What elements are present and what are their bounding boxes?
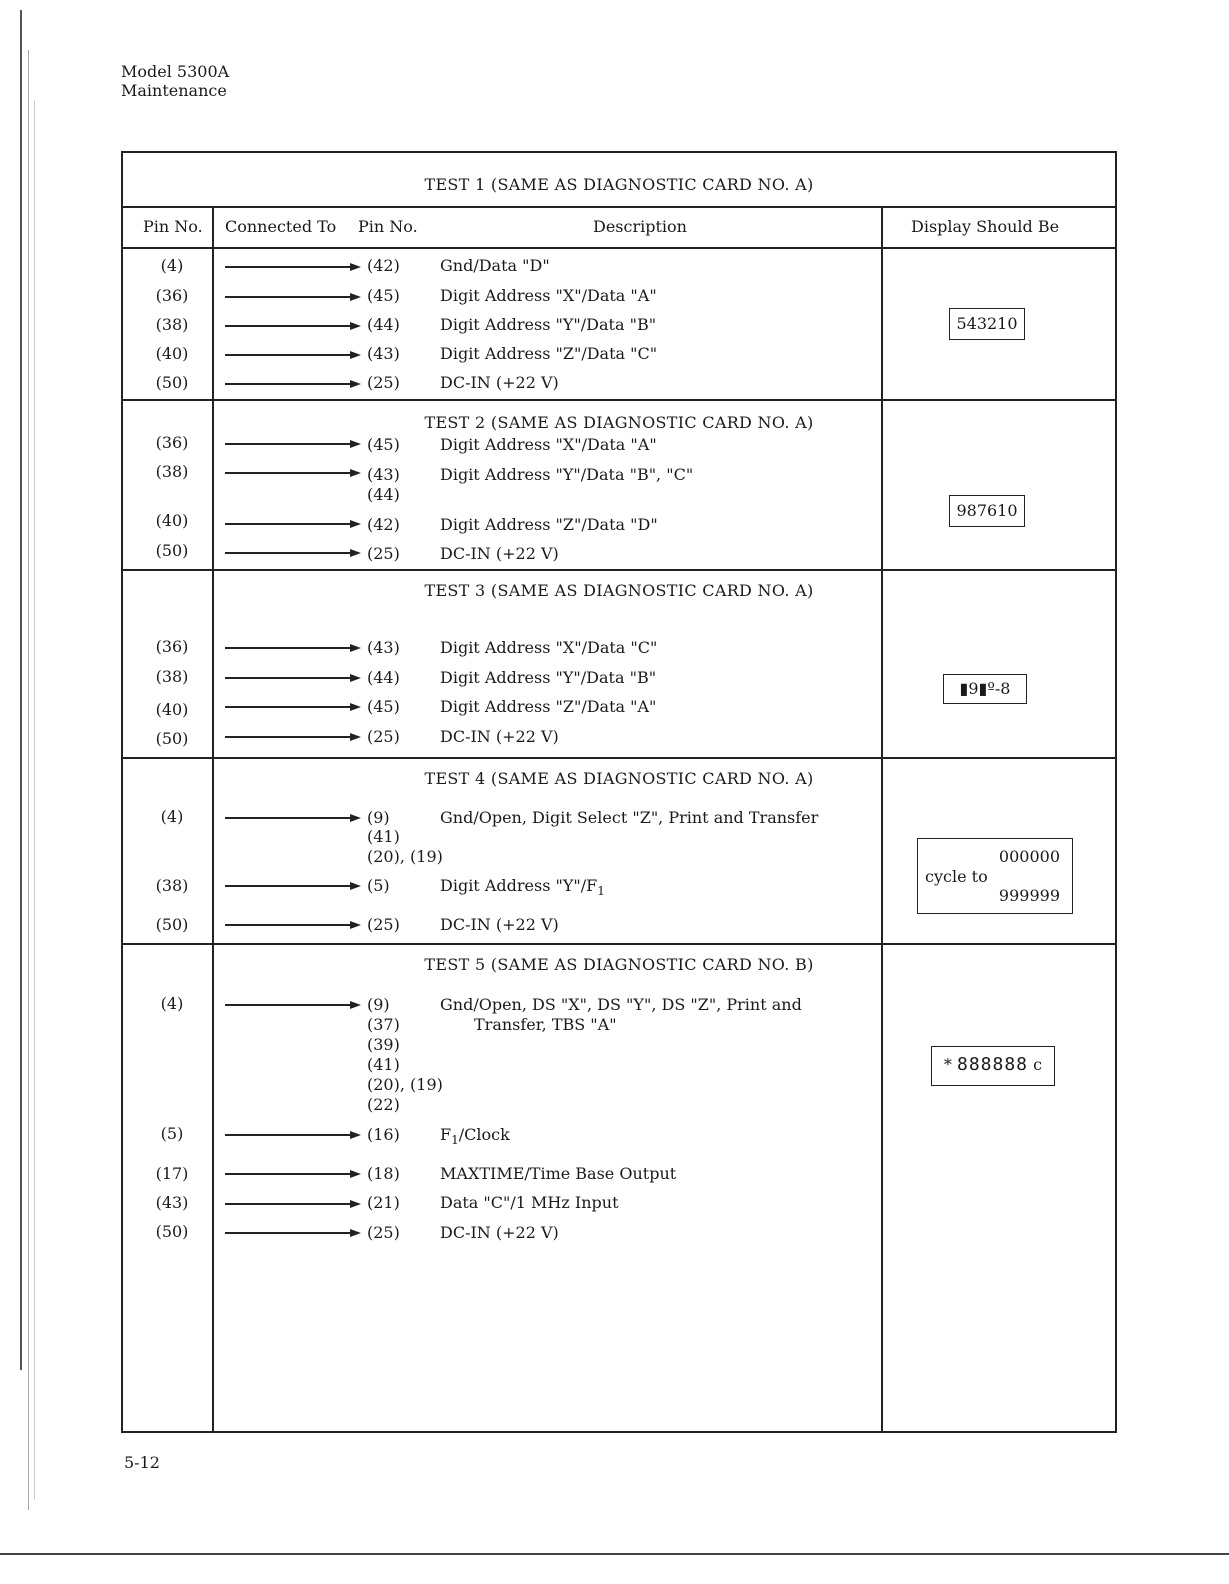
dest-pin: (41): [367, 1055, 400, 1074]
arrow-icon: [225, 1001, 361, 1009]
dest-pin: (5): [367, 876, 390, 895]
dest-pin: (45): [367, 286, 400, 305]
binding-edge: [18, 10, 40, 1530]
display-suffix: c: [1033, 1055, 1043, 1074]
arrow-icon: [225, 293, 361, 301]
description: DC-IN (+22 V): [440, 373, 559, 392]
arrow-icon: [225, 440, 361, 448]
description: Digit Address "Z"/Data "A": [440, 697, 657, 716]
dest-pin: (44): [367, 315, 400, 334]
dest-pin: (44): [367, 668, 400, 687]
pin-number: (4): [160, 256, 184, 275]
description: Digit Address "Y"/Data "B", "C": [440, 465, 694, 484]
description: Digit Address "Y"/Data "B": [440, 668, 657, 687]
display-readout: [917, 838, 1073, 914]
description: Digit Address "X"/Data "C": [440, 638, 658, 657]
arrow-icon: [225, 351, 361, 359]
bottom-rule: [0, 1553, 1229, 1555]
pin-number: (40): [155, 511, 189, 530]
arrow-icon: [225, 1131, 361, 1139]
pin-number: (38): [155, 667, 189, 686]
pin-number: (50): [155, 915, 189, 934]
display-cycle-label: cycle to: [925, 867, 988, 886]
pin-number: (5): [160, 1124, 184, 1143]
description: Digit Address "X"/Data "A": [440, 286, 657, 305]
arrow-icon: [225, 380, 361, 388]
dest-pin: (20), (19): [367, 1075, 443, 1094]
display-readout: ▮9▮º-8: [943, 674, 1027, 704]
pin-number: (38): [155, 315, 189, 334]
arrow-icon: [225, 322, 361, 330]
arrow-icon: [225, 263, 361, 271]
page-number: 5-12: [124, 1453, 160, 1472]
page-header: [121, 62, 229, 100]
col-header-pin2: Pin No.: [358, 217, 418, 236]
display-readout: 987610: [949, 495, 1025, 527]
dest-pin: (44): [367, 485, 400, 504]
description: Gnd/Open, Digit Select "Z", Print and Transfer: [440, 808, 819, 827]
pin-number: (38): [155, 462, 189, 481]
test-title: TEST 1 (SAME AS DIAGNOSTIC CARD NO. A): [424, 175, 814, 194]
description: Digit Address "Z"/Data "C": [440, 344, 658, 363]
test-title: TEST 2 (SAME AS DIAGNOSTIC CARD NO. A): [424, 413, 814, 432]
test-title: TEST 5 (SAME AS DIAGNOSTIC CARD NO. B): [424, 955, 814, 974]
arrow-icon: [225, 882, 361, 890]
display-start-value: 000000: [998, 847, 1060, 866]
row-divider: [123, 247, 1115, 249]
dest-pin: (9): [367, 808, 390, 827]
dest-pin: (43): [367, 465, 400, 484]
pin-number: (40): [155, 700, 189, 719]
description-continued: Transfer, TBS "A": [474, 1015, 617, 1034]
arrow-icon: [225, 1170, 361, 1178]
asterisk-annunciator: *: [943, 1055, 952, 1074]
dest-pin: (25): [367, 915, 400, 934]
display-readout: [931, 1046, 1055, 1086]
seven-segment-digits: 888888: [957, 1054, 1029, 1075]
arrow-icon: [225, 549, 361, 557]
description: Digit Address "$Y"/F_1$: [440, 876, 605, 899]
description: DC-IN (+22 V): [440, 727, 559, 746]
col-header-description: Description: [593, 217, 687, 236]
description: $F_1$/Clock: [440, 1125, 510, 1148]
pin-number: (40): [155, 344, 189, 363]
dest-pin: (22): [367, 1095, 400, 1114]
dest-pin: (25): [367, 1223, 400, 1242]
pin-number: (17): [155, 1164, 189, 1183]
pin-number: (50): [155, 373, 189, 392]
dest-pin: (45): [367, 697, 400, 716]
row-divider: [123, 757, 1115, 759]
diagnostic-table: [121, 151, 1117, 1433]
pin-number: (36): [155, 433, 189, 452]
dest-pin: (42): [367, 515, 400, 534]
test-title: TEST 3 (SAME AS DIAGNOSTIC CARD NO. A): [424, 581, 814, 600]
model-label: Model 5300A: [121, 62, 230, 81]
dest-pin: (37): [367, 1015, 400, 1034]
column-divider: [881, 207, 883, 1431]
arrow-icon: [225, 520, 361, 528]
arrow-icon: [225, 921, 361, 929]
dest-pin: (42): [367, 256, 400, 275]
description: DC-IN (+22 V): [440, 1223, 559, 1242]
arrow-icon: [225, 1200, 361, 1208]
description: MAXTIME/Time Base Output: [440, 1164, 677, 1183]
arrow-icon: [225, 469, 361, 477]
pin-number: (4): [160, 807, 184, 826]
dest-pin: (43): [367, 344, 400, 363]
description: Gnd/Data "D": [440, 256, 550, 275]
dest-pin: (45): [367, 435, 400, 454]
pin-number: (36): [155, 637, 189, 656]
dest-pin: (41): [367, 827, 400, 846]
display-end-value: 999999: [998, 886, 1060, 905]
description: Digit Address "Z"/Data "D": [440, 515, 658, 534]
arrow-icon: [225, 814, 361, 822]
arrow-icon: [225, 703, 361, 711]
dest-pin: (16): [367, 1125, 400, 1144]
description: Digit Address "X"/Data "A": [440, 435, 657, 454]
dest-pin: (20), (19): [367, 847, 443, 866]
column-divider: [212, 207, 214, 1431]
row-divider: [123, 569, 1115, 571]
arrow-icon: [225, 674, 361, 682]
pin-number: (36): [155, 286, 189, 305]
section-label: Maintenance: [121, 81, 227, 100]
dest-pin: (18): [367, 1164, 400, 1183]
description: Gnd/Open, DS "X", DS "Y", DS "Z", Print and: [440, 995, 802, 1014]
dest-pin: (39): [367, 1035, 400, 1054]
pin-number: (50): [155, 1222, 189, 1241]
description: Digit Address "Y"/Data "B": [440, 315, 657, 334]
arrow-icon: [225, 733, 361, 741]
description: DC-IN (+22 V): [440, 544, 559, 563]
row-divider: [123, 943, 1115, 945]
dest-pin: (25): [367, 727, 400, 746]
pin-number: (50): [155, 729, 189, 748]
description: Data "C"/1 MHz Input: [440, 1193, 619, 1212]
pin-number: (4): [160, 994, 184, 1013]
col-header-display: Display Should Be: [911, 217, 1060, 236]
row-divider: [123, 399, 1115, 401]
dest-pin: (25): [367, 544, 400, 563]
pin-number: (43): [155, 1193, 189, 1212]
display-readout: 543210: [949, 308, 1025, 340]
dest-pin: (21): [367, 1193, 400, 1212]
pin-number: (50): [155, 541, 189, 560]
dest-pin: (43): [367, 638, 400, 657]
pin-number: (38): [155, 876, 189, 895]
arrow-icon: [225, 644, 361, 652]
row-divider: [123, 206, 1115, 208]
dest-pin: (9): [367, 995, 390, 1014]
col-header-pin: Pin No.: [143, 217, 203, 236]
col-header-connected: Connected To: [225, 217, 337, 236]
arrow-icon: [225, 1229, 361, 1237]
test-title: TEST 4 (SAME AS DIAGNOSTIC CARD NO. A): [424, 769, 814, 788]
dest-pin: (25): [367, 373, 400, 392]
description: DC-IN (+22 V): [440, 915, 559, 934]
